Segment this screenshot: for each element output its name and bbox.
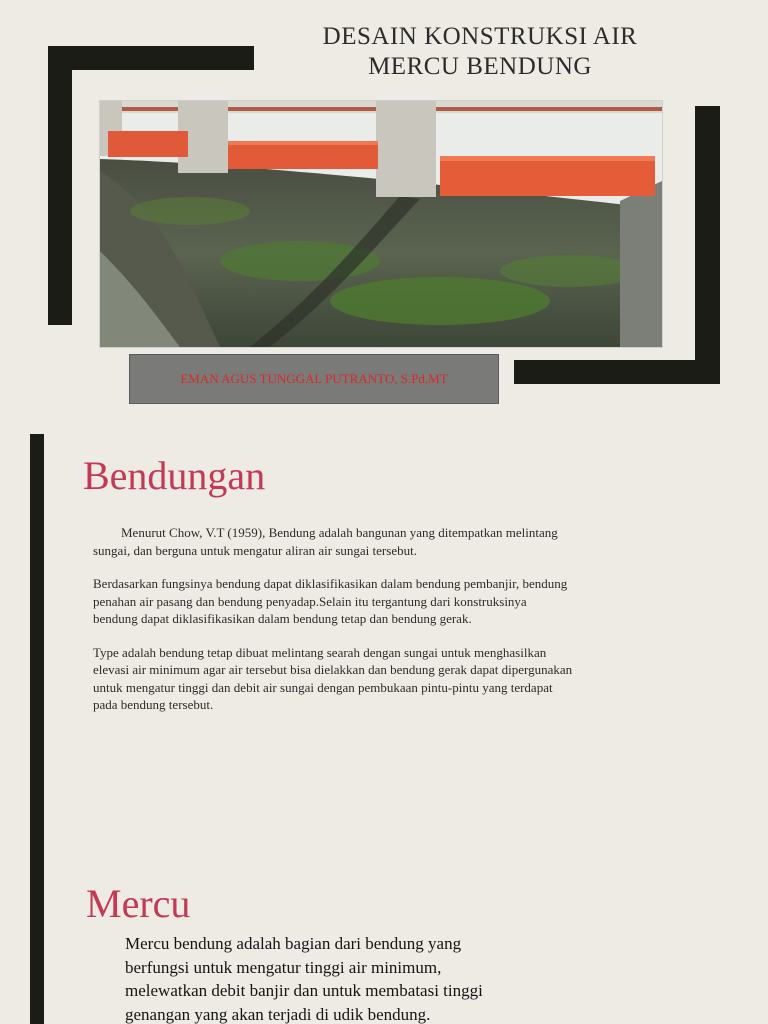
paragraph: Menurut Chow, V.T (1959), Bendung adalah bangunan yang ditempatkan melintang sungai, dan berguna untuk mengatur aliran air sungai tersebut. bbox=[93, 525, 558, 558]
bendungan-body bbox=[93, 524, 573, 730]
title-line-1: DESAIN KONSTRUKSI AIR bbox=[322, 23, 638, 50]
accent-vertical-bar bbox=[30, 864, 44, 1024]
mercu-slide bbox=[0, 864, 768, 1024]
weir-photo bbox=[99, 100, 663, 348]
paragraph: Type adalah bendung tetap dibuat melintang searah dengan sungai untuk menghasilkan elevasi air minimum agar air tersebut bisa dielakkan dan bendung gerak dapat dipergunakan untuk mengatur tinggi dan debit air sungai dengan pembukaan pintu-pintu yang terdapat pada bendung tersebut. bbox=[93, 644, 573, 712]
bendungan-slide bbox=[0, 432, 768, 864]
author-box bbox=[129, 354, 499, 404]
mercu-heading: Mercu bbox=[86, 881, 191, 926]
author-name: EMAN AGUS TUNGGAL PUTRANTO, S.Pd,MT bbox=[180, 371, 448, 386]
frame-bar-top-left bbox=[48, 46, 254, 70]
presentation-title bbox=[290, 22, 670, 82]
frame-bar-right bbox=[695, 106, 720, 384]
weir-illustration bbox=[100, 101, 662, 347]
title-line-2: MERCU BENDUNG bbox=[368, 53, 592, 80]
bendungan-heading: Bendungan bbox=[83, 453, 266, 498]
frame-bar-left bbox=[48, 46, 72, 325]
frame-bar-bottom-right bbox=[514, 360, 720, 384]
cover-slide bbox=[0, 0, 768, 432]
accent-vertical-bar bbox=[30, 434, 44, 864]
paragraph: Berdasarkan fungsinya bendung dapat diklasifikasikan dalam bendung pembanjir, bendung penahan air pasang dan bendung penyadap.Selain itu tergantung dari konstruksinya bendung dapat diklasifikasikan dalam bendung tetap dan bendung gerak. bbox=[93, 576, 568, 626]
mercu-body: Mercu bendung adalah bagian dari bendung yang berfungsi untuk mengatur tinggi air minimum, melewatkan debit banjir dan untuk membatasi tinggi genangan yang akan terjadi di udik bendung. bbox=[125, 934, 483, 1024]
